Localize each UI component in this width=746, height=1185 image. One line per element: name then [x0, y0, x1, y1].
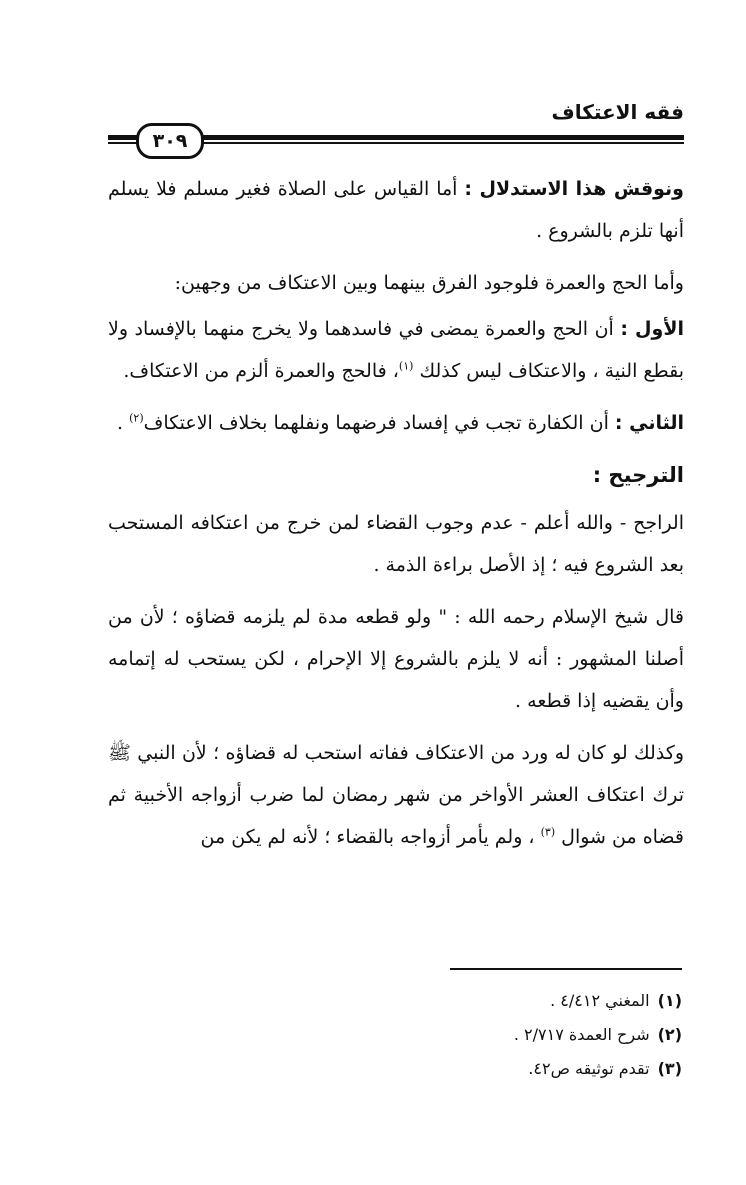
paragraph-text: وأما الحج والعمرة فلوجود الفرق بينهما وبين الاعتكاف من وجهين: — [174, 272, 684, 294]
paragraph-text: الراجح - والله أعلم - عدم وجوب القضاء لمن خرج من اعتكافه المستحب بعد الشروع فيه ؛ إذ الأصل براءة الذمة . — [108, 512, 684, 576]
section-heading: الترجيح : — [592, 463, 684, 487]
footnote-number: (٣) — [657, 1059, 682, 1078]
footnote-ref-3[interactable]: (٣) — [540, 825, 556, 839]
paragraph-preferred — [108, 502, 684, 586]
paragraph-hajj — [108, 262, 684, 304]
footnote-1 — [282, 984, 682, 1018]
paragraph-text: أن الكفارة تجب في إفساد فرضهما ونفلهما بخلاف الاعتكاف — [143, 412, 615, 434]
footnote-2 — [282, 1018, 682, 1052]
paragraph-text: أن الحج والعمرة يمضى في فاسدهما ولا يخرج منهما بالإفساد ولا بقطع النية ، والاعتكاف ليس كذلك — [108, 318, 684, 382]
paragraph-text: قال شيخ الإسلام رحمه الله : " ولو قطعه مدة لم يلزمه قضاؤه ؛ لأن من أصلنا المشهور : أنه لا يلزم بالشروع إلا الإحرام ، لكن يستحب له إتمامه وأن يقضيه إذا قطعه . — [108, 606, 684, 712]
paragraph-text: ، ولم يأمر أزواجه بالقضاء ؛ لأنه لم يكن من — [200, 826, 541, 848]
footnote-number: (١) — [657, 991, 682, 1010]
paragraph-text: أما القياس على الصلاة فغير مسلم فلا يسلم أنها تلزم بالشروع . — [108, 178, 684, 242]
footnote-ref-1[interactable]: (١) — [398, 359, 414, 373]
main-text — [108, 168, 684, 868]
footnote-number: (٢) — [657, 1025, 682, 1044]
paragraph-text: وكذلك لو كان له ورد من الاعتكاف ففاته استحب له قضاؤه ؛ لأن النبي ﷺ ترك اعتكاف العشر الأواخر من شهر رمضان لما ضرب أزواجه الأخبية ثم قضاه من شوال — [108, 742, 684, 848]
paragraph-second — [108, 402, 684, 444]
paragraph-text: ، فالحج والعمرة ألزم من الاعتكاف. — [123, 360, 399, 382]
footnote-text: المغني ٤/٤١٢ . — [550, 991, 650, 1010]
paragraph-likewise — [108, 732, 684, 858]
paragraph-text: . — [117, 412, 130, 434]
paragraph-lead: ونوقش هذا الاستدلال : — [464, 178, 684, 200]
paragraph-objection — [108, 168, 684, 252]
footnote-ref-2[interactable]: (٢) — [129, 411, 144, 425]
footnote-rule — [450, 968, 682, 970]
footnotes — [282, 984, 682, 1086]
running-title: فقه الاعتكاف — [551, 100, 684, 124]
paragraph-lead: الأول : — [620, 318, 685, 340]
footnote-text: شرح العمدة ٢/٧١٧ . — [513, 1025, 650, 1044]
paragraph-quote — [108, 596, 684, 722]
footnote-text: تقدم توثيقه ص٤٢. — [528, 1059, 650, 1078]
page-number: ٣٠٩ — [136, 123, 204, 159]
paragraph-first — [108, 308, 684, 392]
paragraph-lead: الثاني : — [614, 412, 684, 434]
footnote-3 — [282, 1052, 682, 1086]
